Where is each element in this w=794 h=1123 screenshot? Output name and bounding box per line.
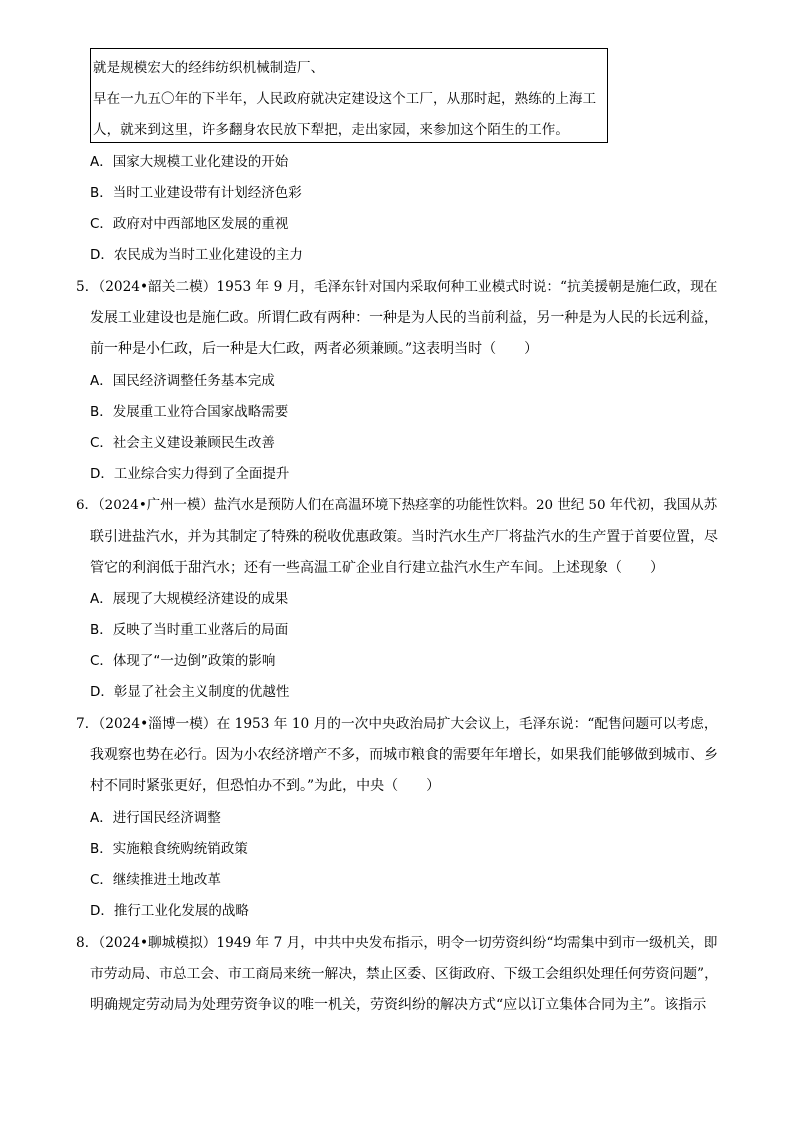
q8-stem-line: 明确规定劳动局为处理劳资争议的唯一机关，劳资纠纷的解决方式“应以订立集体合同为主”。该指示 [90, 997, 707, 1013]
q5-stem-line: 5．（2024•韶关二模）1953 年 9 月，毛泽东针对国内采取何种工业模式时说：“抗美援朝是施仁政，现在 [76, 279, 718, 295]
q4-option-c[interactable]: C．政府对中西部地区发展的重视 [90, 216, 289, 232]
q7-stem-line: 7．（2024•淄博一模）在 1953 年 10 月的一次中央政治局扩大会议上，毛泽东说：“配售问题可以考虑， [76, 716, 718, 732]
q6-stem-line: 6．（2024•广州一模）盐汽水是预防人们在高温环境下热痉挛的功能性饮料。20 世纪 50 年代初，我国从苏 [76, 498, 718, 513]
q5-option-d[interactable]: D．工业综合实力得到了全面提升 [90, 466, 290, 482]
q8-stem-line: 市劳动局、市总工会、市工商局来统一解决，禁止区委、区街政府、下级工会组织处理任何劳资问题”， [90, 966, 718, 982]
q6-option-a[interactable]: A．展现了大规模经济建设的成果 [90, 591, 289, 607]
q5-stem-line: 前一种是小仁政，后一种是大仁政，两者必须兼顾。”这表明当时（ ） [90, 341, 539, 357]
q7-stem-line: 我观察也势在必行。因为小农经济增产不多，而城市粮食的需要年年增长，如果我们能够做到城市、乡 [90, 747, 718, 763]
q7-option-d[interactable]: D．推行工业化发展的战略 [90, 903, 249, 919]
q7-stem-line: 村不同时紧张更好，但恐怕办不到。”为此，中央（ ） [90, 778, 441, 794]
q6-stem-line: 联引进盐汽水，并为其制定了特殊的税收优惠政策。当时汽水生产厂将盐汽水的生产置于首要位置，尽 [90, 529, 718, 545]
q5-option-a[interactable]: A．国民经济调整任务基本完成 [90, 373, 275, 389]
q6-option-d[interactable]: D．彰显了社会主义制度的优越性 [90, 684, 290, 700]
q6-option-b[interactable]: B．反映了当时重工业落后的局面 [90, 622, 289, 638]
q6-stem-line: 管它的利润低于甜汽水；还有一些高温工矿企业自行建立盐汽水生产车间。上述现象（ ） [90, 560, 664, 576]
q7-option-b[interactable]: B．实施粮食统购统销政策 [90, 841, 248, 857]
quote-line: 就是规模宏大的经纬纺织机械制造厂、 [93, 60, 325, 76]
quote-line: 早在一九五〇年的下半年，人民政府就决定建设这个工厂，从那时起，熟练的上海工 [93, 91, 597, 107]
q4-option-b[interactable]: B．当时工业建设带有计划经济色彩 [90, 185, 302, 201]
quote-box [90, 48, 608, 143]
q5-stem-line: 发展工业建设也是施仁政。所谓仁政有两种：一种是为人民的当前利益，另一种是为人民的长远利益， [90, 310, 718, 326]
q5-option-b[interactable]: B．发展重工业符合国家战略需要 [90, 404, 289, 420]
q7-option-a[interactable]: A．进行国民经济调整 [90, 810, 221, 826]
quote-line: 人，就来到这里，许多翻身农民放下犁把，走出家园，来参加这个陌生的工作。 [93, 122, 569, 138]
q4-option-a[interactable]: A．国家大规模工业化建设的开始 [90, 154, 289, 170]
q4-option-d[interactable]: D．农民成为当时工业化建设的主力 [90, 247, 303, 263]
q6-option-c[interactable]: C．体现了“一边倒”政策的影响 [90, 653, 276, 669]
q8-stem-line: 8．（2024•聊城模拟）1949 年 7 月，中共中央发布指示，明令一切劳资纠纷“均需集中到市一级机关，即 [76, 935, 718, 951]
q7-option-c[interactable]: C．继续推进土地改革 [90, 872, 221, 888]
q5-option-c[interactable]: C．社会主义建设兼顾民生改善 [90, 435, 275, 451]
